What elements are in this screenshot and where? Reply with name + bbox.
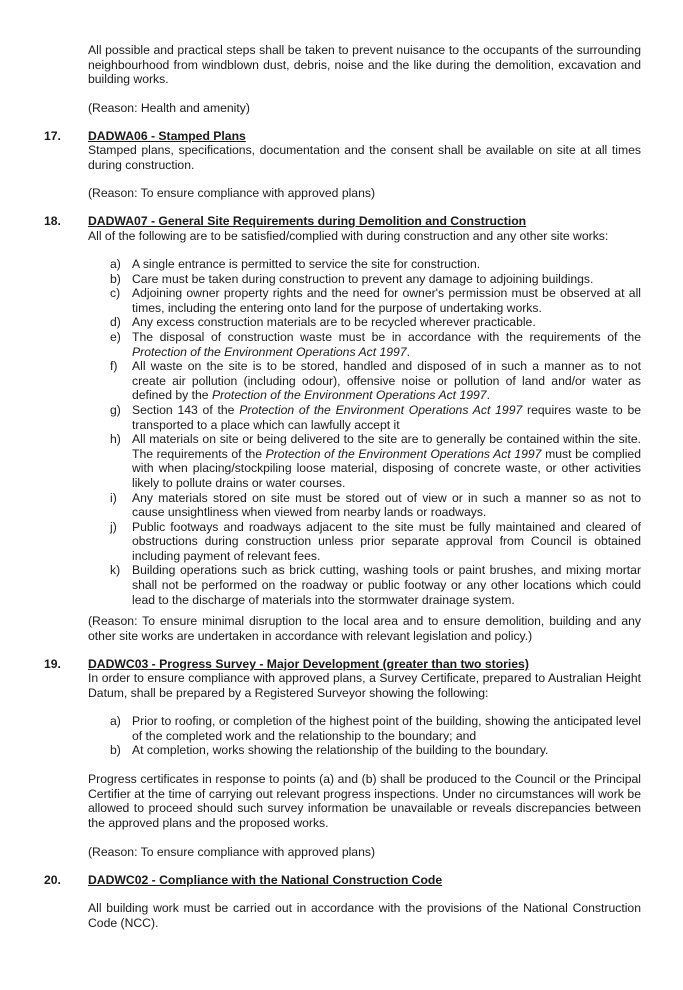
condition-19-number: 19. [44, 657, 61, 671]
list-item: k) Building operations such as brick cutting, washing tools or paint brushes, and mixing mortar shall not be performed on the roadway or public footway or any other locations which could lead to the discharge of materials into the stormwater drainage system. [110, 563, 641, 607]
condition-19-reason: (Reason: To ensure compliance with approved plans) [88, 845, 376, 859]
act-title: Protection of the Environment Operations Act 1997 [132, 344, 407, 359]
list-item: b) At completion, works showing the relationship of the building to the boundary. [110, 743, 549, 758]
intro-paragraph: All possible and practical steps shall be taken to prevent nuisance to the occupants of the surrounding neighbourhood from windblown dust, debris, noise and the like during the demolition, excavation and building works. [88, 43, 641, 87]
condition-18-reason: (Reason: To ensure minimal disruption to the local area and to ensure demolition, building and any other site works are undertaken in accordance with relevant legislation and policy.) [88, 614, 641, 643]
list-item: a) Prior to roofing, or completion of the highest point of the building, showing the anticipated level of the completed work and the relationship to the boundary; and [110, 714, 641, 743]
list-item: e) The disposal of construction waste must be in accordance with the requirements of the Protection of the Environment Operations Act 1997. [110, 329, 641, 359]
condition-19-list [110, 714, 641, 758]
list-item: i) Any materials stored on site must be stored out of view or in such a manner so as not to cause unsightliness when viewed from nearby lands or roadways. [110, 490, 641, 520]
condition-19-paragraph: Progress certificates in response to points (a) and (b) shall be produced to the Council or the Principal Certifier at the time of carrying out relevant progress inspections. Under no circumstances will work be allowed to proceed should such survey information be unavailable or reveals discrepancies between the approved plans and the proposed works. [88, 772, 641, 830]
condition-18-body: All of the following are to be satisfied/complied with during construction and any other site works: [88, 229, 609, 243]
condition-20-heading: DADWC02 - Compliance with the National Construction Code [88, 873, 443, 887]
list-item: d) Any excess construction materials are to be recycled wherever practicable. [110, 315, 536, 330]
list-item: h) All materials on site or being delivered to the site are to generally be contained within the site. The requirements of the Protection of the Environment Operations Act 1997 must be complied with when placing/stockpiling loose material, disposing of concrete waste, or other activities likely to pollute drains or water courses. [110, 432, 641, 490]
condition-18-heading: DADWA07 - General Site Requirements during Demolition and Construction [88, 214, 527, 228]
list-item: f) All waste on the site is to be stored, handled and disposed of in such a manner as to not create air pollution (including odour), offensive noise or pollution of land and/or water as defined by the Protection of the Environment Operations Act 1997. [110, 359, 641, 403]
list-item: c) Adjoining owner property rights and the need for owner's permission must be observed at all times, including the entering onto land for the purpose of undertaking works. [110, 286, 641, 315]
condition-18-number: 18. [44, 214, 61, 228]
condition-19-body: In order to ensure compliance with approved plans, a Survey Certificate, prepared to Australian Height Datum, shall be prepared by a Registered Surveyor showing the following: [88, 671, 641, 700]
list-item: g) Section 143 of the Protection of the Environment Operations Act 1997 requires waste to be transported to a place which can lawfully accept it [110, 402, 642, 432]
act-title: Protection of the Environment Operations Act 1997 [265, 446, 542, 461]
act-title: Protection of the Environment Operations Act 1997 [211, 388, 487, 403]
condition-18-list [110, 257, 641, 607]
list-item: b) Care must be taken during construction to prevent any damage to adjoining buildings. [110, 271, 594, 286]
list-item: j) Public footways and roadways adjacent to the site must be fully maintained and cleared of obstructions during construction unless prior separate approval from Council is obtained including payment of relevant fees. [110, 519, 641, 563]
list-item: a) A single entrance is permitted to service the site for construction. [110, 257, 481, 271]
intro-reason: (Reason: Health and amenity) [88, 101, 250, 115]
condition-19-heading: DADWC03 - Progress Survey - Major Development (greater than two stories) [88, 657, 529, 671]
condition-17-number: 17. [44, 129, 61, 143]
condition-20-number: 20. [44, 873, 61, 887]
act-title: Protection of the Environment Operations Act 1997 [239, 402, 523, 417]
condition-17-reason: (Reason: To ensure compliance with approved plans) [88, 186, 376, 200]
condition-17-body: Stamped plans, specifications, documentation and the consent shall be available on site at all times during construction. [88, 143, 641, 172]
condition-17-heading: DADWA06 - Stamped Plans [88, 129, 246, 143]
condition-20-body: All building work must be carried out in accordance with the provisions of the National Construction Code (NCC). [88, 901, 641, 930]
